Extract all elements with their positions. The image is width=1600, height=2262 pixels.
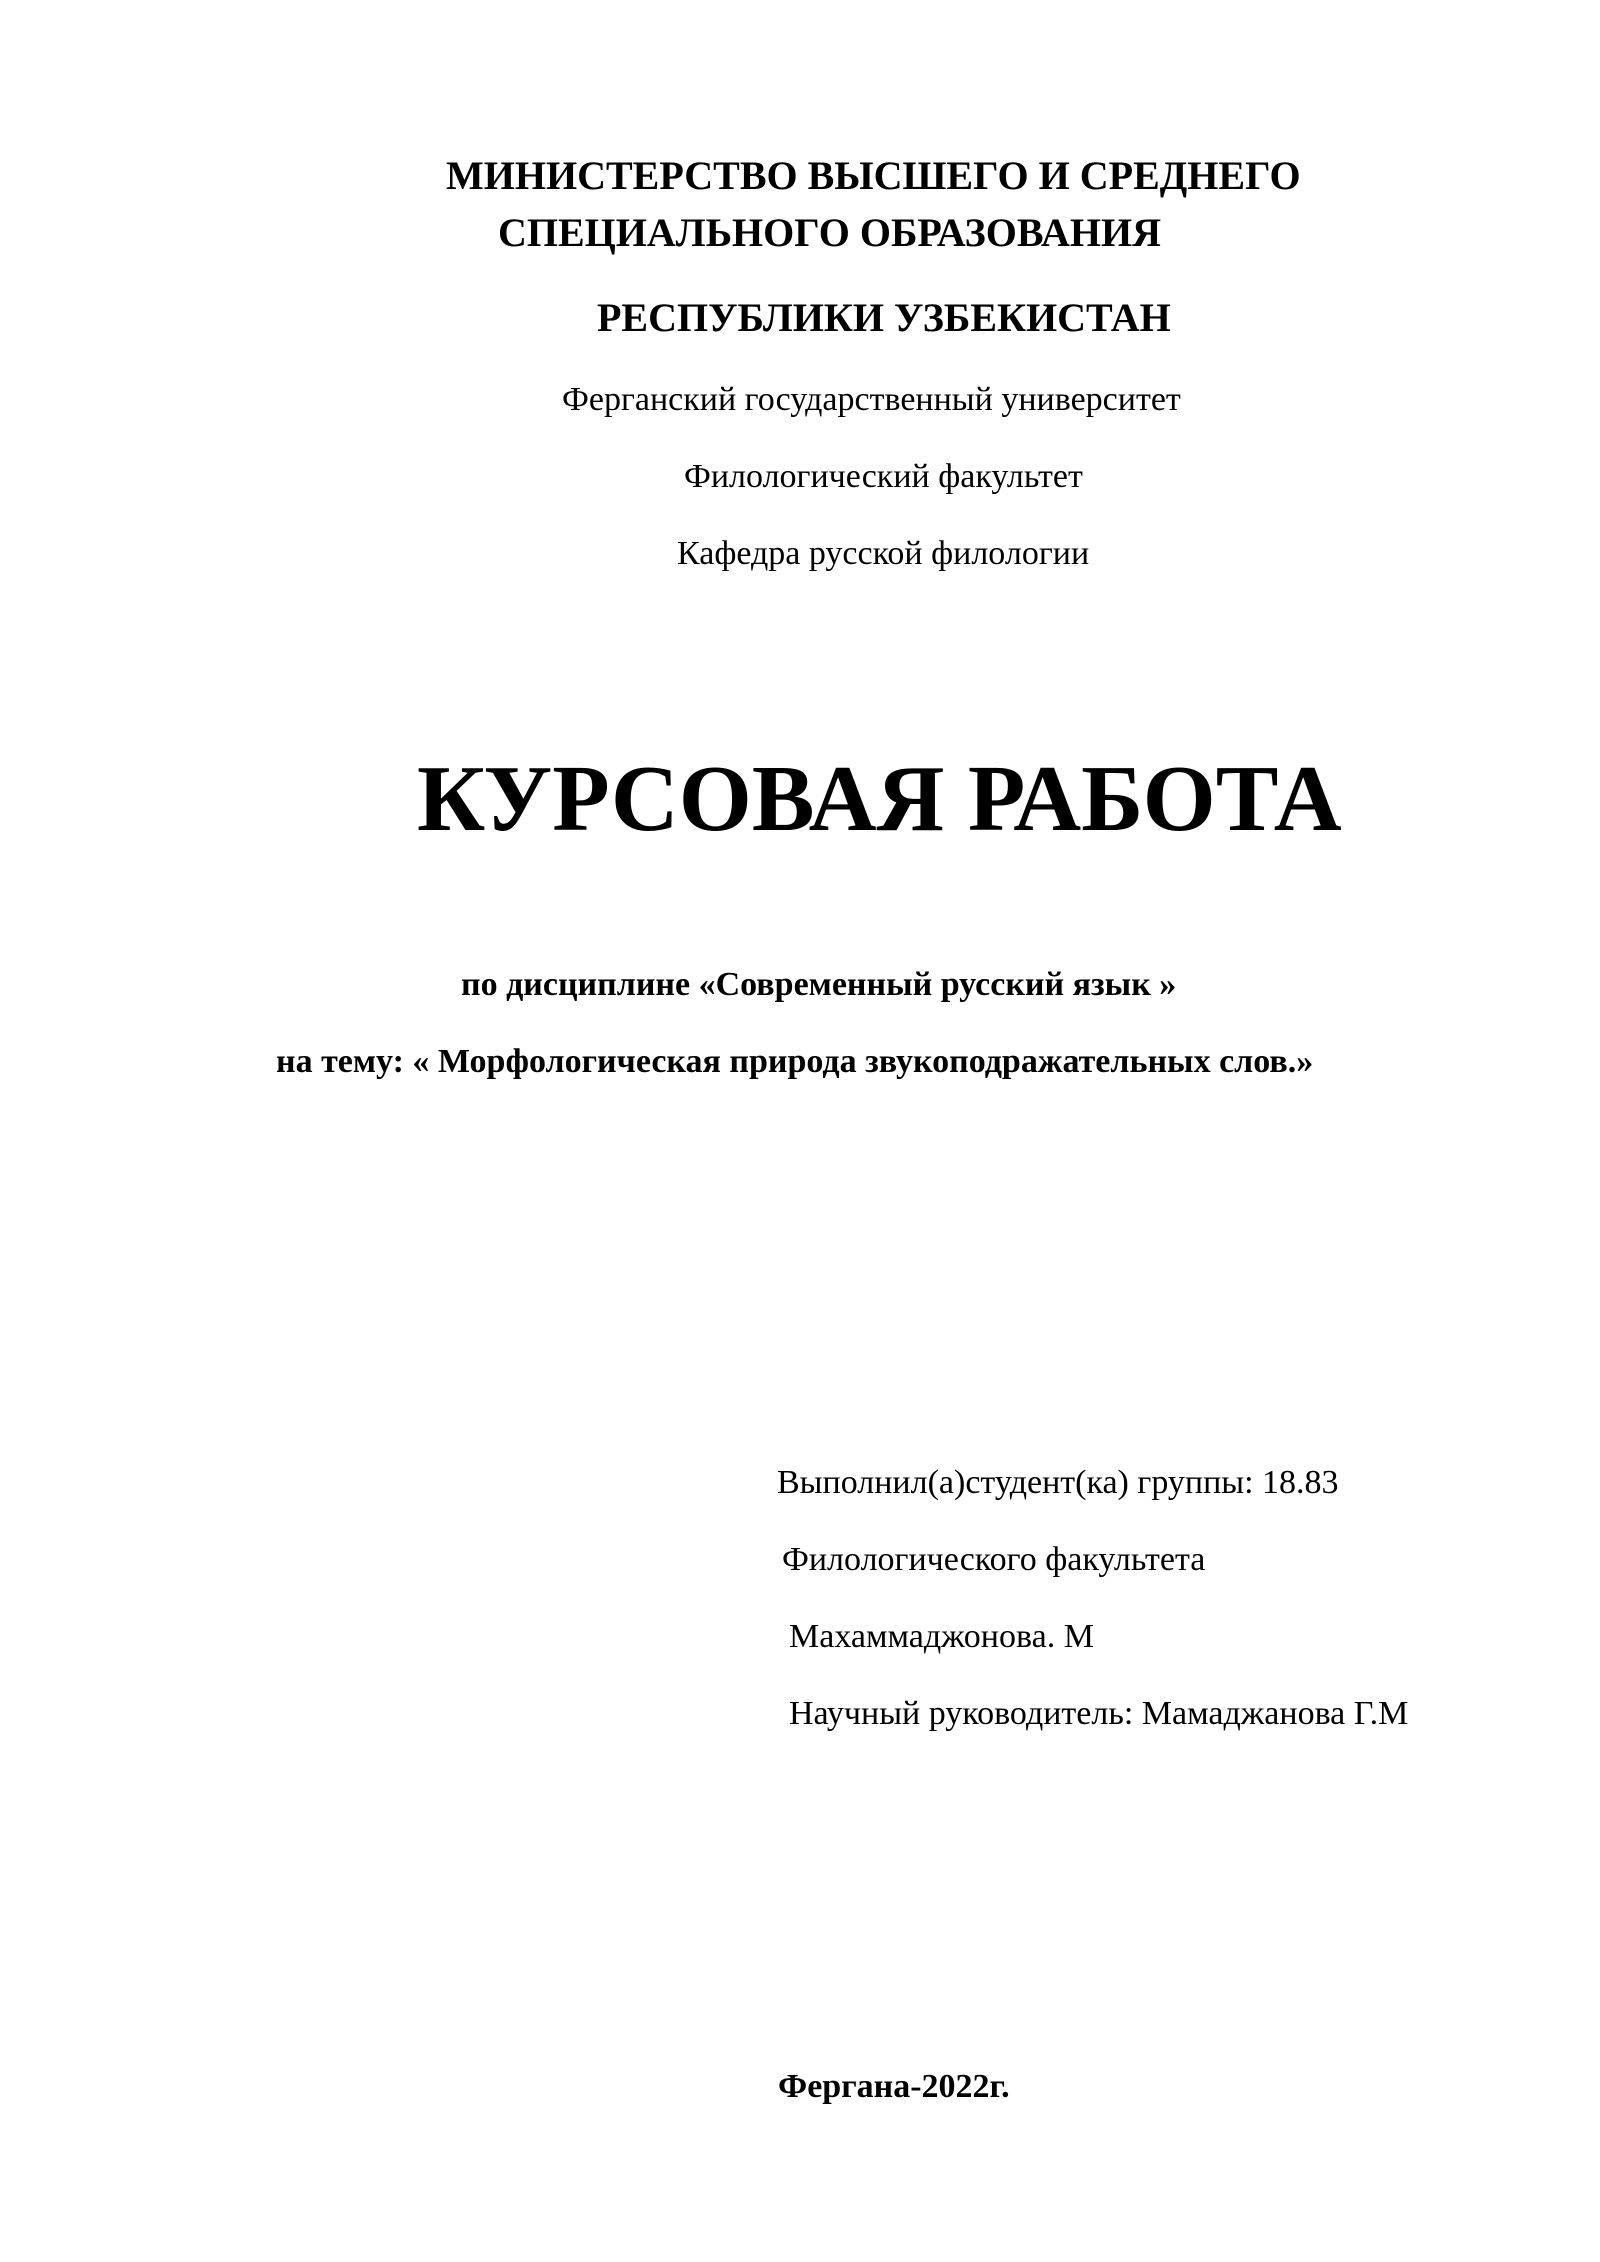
university-name: Ферганский государственный университет bbox=[562, 381, 1181, 418]
supervisor-line: Научный руководитель: Мамаджанова Г.М bbox=[789, 1695, 1409, 1732]
department-name: Кафедра русской филологии bbox=[677, 535, 1090, 572]
city-year: Фергана-2022г. bbox=[778, 2068, 1010, 2105]
faculty-name: Филологический факультет bbox=[684, 458, 1083, 495]
student-group-line: Выполнил(а)студент(ка) группы: 18.83 bbox=[777, 1464, 1339, 1501]
discipline-line: по дисциплине «Современный русский язык » bbox=[461, 966, 1177, 1003]
document-title: КУРСОВАЯ РАБОТА bbox=[417, 747, 1342, 851]
student-name: Махаммаджонова. М bbox=[789, 1618, 1094, 1655]
topic-line: на тему: « Морфологическая природа звукоподражательных слов.» bbox=[276, 1043, 1314, 1080]
student-faculty-line: Филологического факультета bbox=[782, 1541, 1206, 1578]
republic-line: РЕСПУБЛИКИ УЗБЕКИСТАН bbox=[597, 295, 1171, 340]
ministry-line-2: СПЕЦИАЛЬНОГО ОБРАЗОВАНИЯ bbox=[498, 210, 1161, 255]
ministry-line-1: МИНИСТЕРСТВО ВЫСШЕГО И СРЕДНЕГО bbox=[446, 153, 1301, 198]
